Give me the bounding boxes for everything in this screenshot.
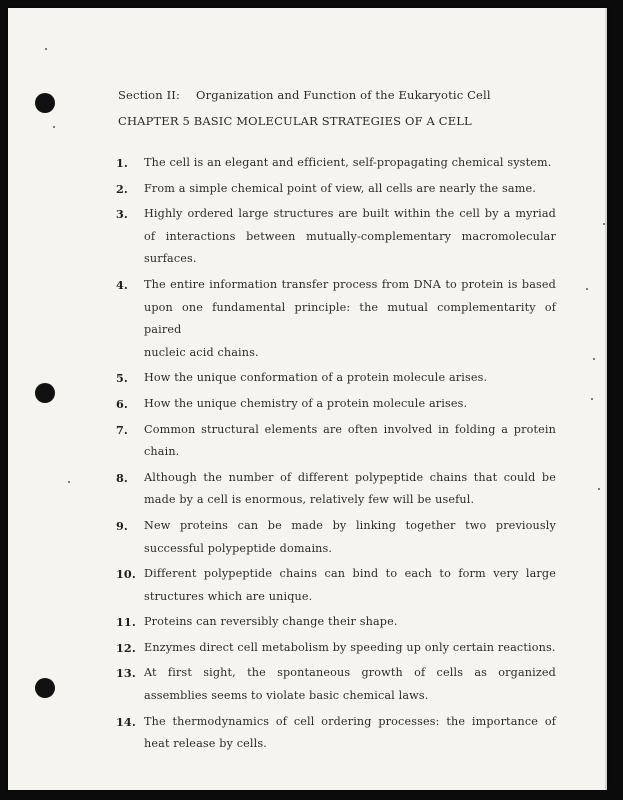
item-number: 14.	[116, 714, 136, 729]
item-text-line: At first sight, the spontaneous growth of cells as organized	[144, 666, 556, 680]
item-text-line: Different polypeptide chains can bind to each to form very large	[144, 567, 556, 581]
paper-speck	[53, 126, 55, 128]
section-title: Organization and Function of the Eukaryotic Cell	[196, 88, 491, 102]
section-label: Section II:	[118, 88, 181, 102]
list-item	[116, 203, 556, 271]
item-text-line: Enzymes direct cell metabolism by speeding up only certain reactions.	[144, 640, 556, 654]
paper-speck	[598, 488, 600, 490]
item-text-line: upon one fundamental principle: the mutual complementarity of paired	[144, 300, 556, 337]
item-number: 13.	[116, 666, 136, 681]
item-text-line: The entire information transfer process from DNA to protein is based	[144, 277, 556, 291]
chapter-title: CHAPTER 5 BASIC MOLECULAR STRATEGIES OF A CELL	[118, 114, 472, 128]
list-item	[116, 393, 556, 416]
punch-hole-top	[35, 93, 55, 113]
item-number: 9.	[116, 518, 128, 533]
item-text-line: Proteins can reversibly change their shape.	[144, 615, 398, 629]
list-item	[116, 563, 556, 608]
list-item	[116, 662, 556, 707]
numbered-list	[116, 152, 556, 759]
punch-hole-bottom	[35, 678, 55, 698]
list-item	[116, 178, 556, 201]
list-item	[116, 419, 556, 464]
item-number: 5.	[116, 371, 128, 386]
paper-speck	[45, 48, 47, 50]
item-number: 3.	[116, 207, 128, 222]
list-item	[116, 467, 556, 512]
item-text-line: Although the number of different polypeptide chains that could be	[144, 470, 556, 484]
item-text-line: structures which are unique.	[144, 589, 313, 603]
list-item	[116, 152, 556, 175]
list-item	[116, 611, 556, 634]
item-text-line: How the unique chemistry of a protein molecule arises.	[144, 396, 468, 410]
document-header	[118, 82, 491, 134]
item-text-line: nucleic acid chains.	[144, 345, 259, 359]
item-number: 6.	[116, 396, 128, 411]
list-item	[116, 367, 556, 390]
item-text-line: Highly ordered large structures are built within the cell by a myriad	[144, 207, 556, 221]
item-number: 8.	[116, 470, 128, 485]
paper-speck	[603, 223, 605, 225]
item-text-line: New proteins can be made by linking together two previously	[144, 518, 556, 532]
list-item	[116, 711, 556, 756]
item-text-line: The cell is an elegant and efficient, self-propagating chemical system.	[144, 156, 552, 169]
item-text-line: assemblies seems to violate basic chemical laws.	[144, 689, 429, 703]
item-text-line: made by a cell is enormous, relatively few will be useful.	[144, 493, 475, 507]
item-text-line: How the unique conformation of a protein molecule arises.	[144, 371, 488, 385]
item-text-line: From a simple chemical point of view, all cells are nearly the same.	[144, 181, 536, 195]
paper-speck	[68, 481, 70, 483]
list-item	[116, 515, 556, 560]
item-number: 10.	[116, 567, 136, 582]
item-text-line: successful polypeptide domains.	[144, 541, 333, 555]
punch-hole-middle	[35, 383, 55, 403]
list-item	[116, 274, 556, 364]
item-number: 12.	[116, 640, 136, 655]
item-text-line: The thermodynamics of cell ordering processes: the importance of	[144, 714, 556, 728]
paper-speck	[591, 398, 593, 400]
item-number: 2.	[116, 181, 128, 196]
section-line	[118, 82, 491, 108]
item-number: 7.	[116, 422, 128, 437]
paper-speck	[593, 358, 595, 360]
document-page	[8, 8, 607, 790]
item-number: 1.	[116, 156, 128, 170]
item-number: 11.	[116, 615, 136, 630]
item-number: 4.	[116, 277, 128, 292]
item-text-line: Common structural elements are often involved in folding a protein	[144, 422, 556, 436]
item-text-line: heat release by cells.	[144, 737, 267, 751]
item-text-line: of interactions between mutually-complementary macromolecular	[144, 229, 556, 243]
list-item	[116, 637, 556, 660]
paper-speck	[586, 288, 588, 290]
item-text-line: surfaces.	[144, 252, 197, 266]
item-text-line: chain.	[144, 445, 180, 459]
